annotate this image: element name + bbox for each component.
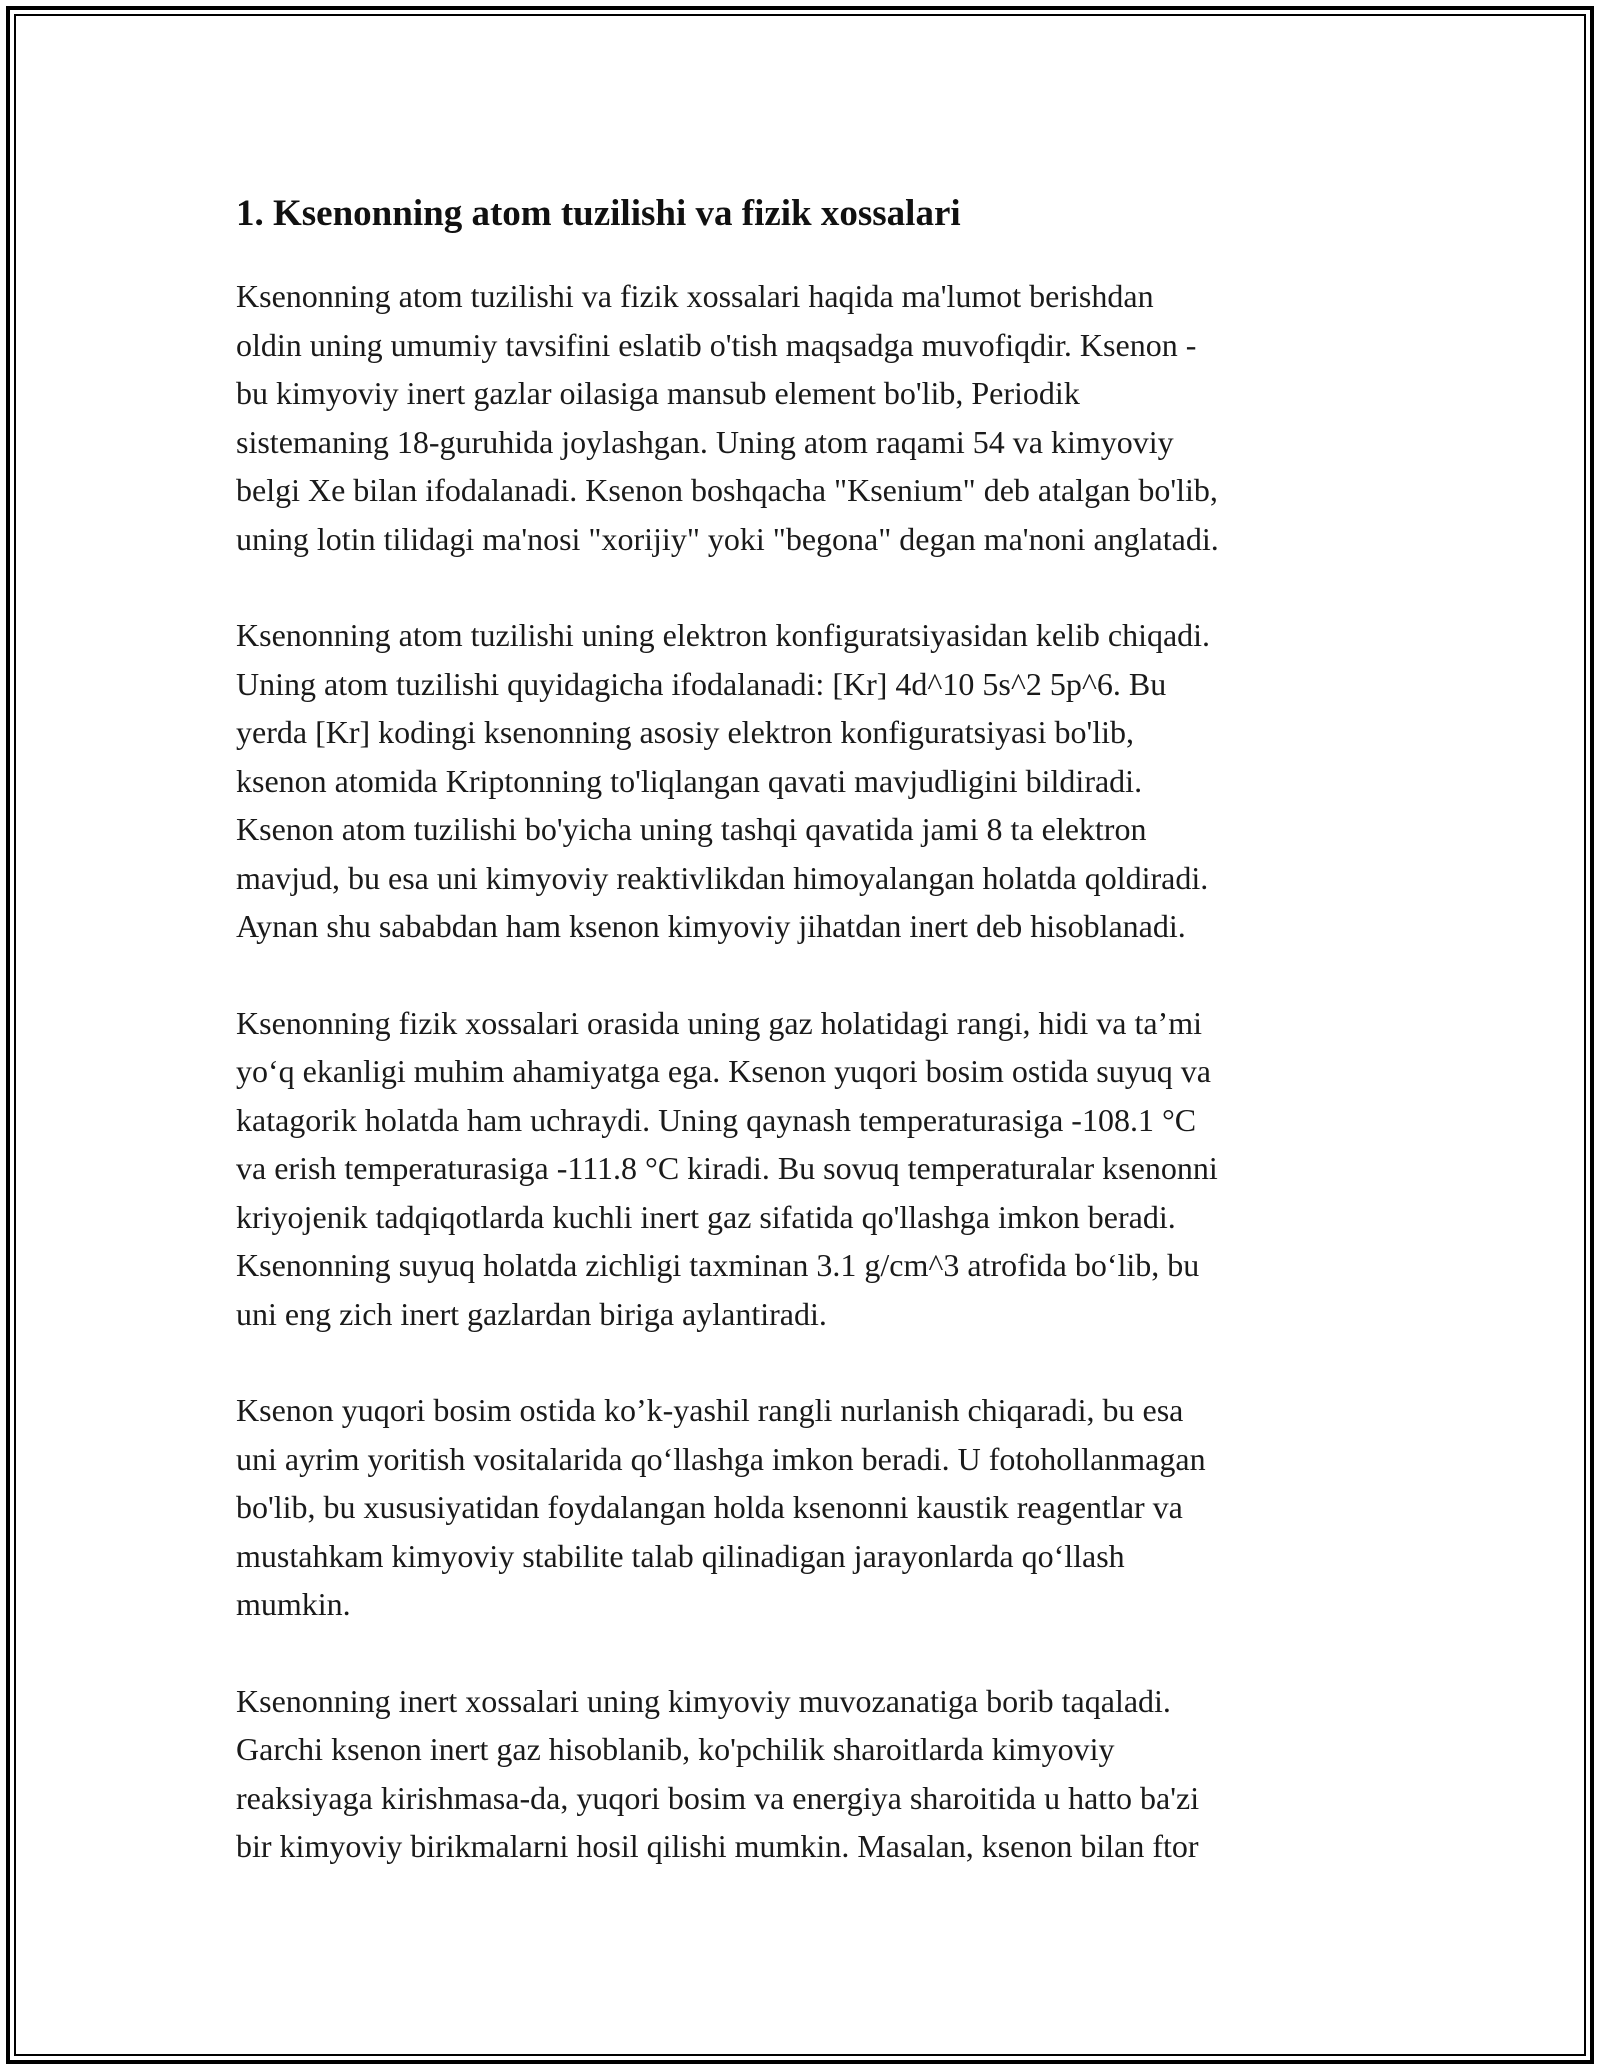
- paragraph-physical-properties: Ksenonning fizik xossalari orasida uning gaz holatidagi rangi, hidi va ta’mi yo‘q ekanligi muhim ahamiyatga ega. Ksenon yuqori bosim ostida suyuq va katagorik holatda ham uchraydi. Uning qaynash temperaturasiga -108.1 °C va erish temperaturasiga -111.8 °C kiradi. Bu sovuq temperaturalar ksenonni kriyojenik tadqiqotlarda kuchli inert gaz sifatida qo'llashga imkon beradi. Ksenonning suyuq holatda zichligi taxminan 3.1 g/cm^3 atrofida bo‘lib, bu uni eng zich inert gazlardan biriga aylantiradi.: [236, 1004, 1218, 1332]
- paragraph-intro: Ksenonning atom tuzilishi va fizik xossalari haqida ma'lumot berishdan oldin uning umumiy tavsifini eslatib o'tish maqsadga muvofiqdir. Ksenon - bu kimyoviy inert gazlar oilasiga mansub element bo'lib, Periodik sistemaning 18-guruhida joylashgan. Uning atom raqami 54 va kimyoviy belgi Xe bilan ifodalanadi. Ksenon boshqacha "Ksenium" deb atalgan bo'lib, uning lotin tilidagi ma'nosi "xorijiy" yoki "begona" degan ma'noni anglatadi.: [236, 278, 1219, 557]
- paragraph-inert-properties: Ksenonning inert xossalari uning kimyoviy muvozanatiga borib taqaladi. Garchi ksenon inert gaz hisoblanib, ko'pchilik sharoitlarda kimyoviy reaksiyaga kirishmasa-da, yuqori bosim va energiya sharoitida u hatto ba'zi bir kimyoviy birikmalarni hosil qilishi mumkin. Masalan, ksenon bilan ftor: [236, 1682, 1200, 1864]
- document-body: [236, 182, 1382, 1919]
- paragraph-atomic-structure: Ksenonning atom tuzilishi uning elektron konfiguratsiyasidan kelib chiqadi. Uning atom tuzilishi quyidagicha ifodalanadi: [Kr] 4d^10 5s^2 5p^6. Bu yerda [Kr] kodingi ksenonning asosiy elektron konfiguratsiyasi bo'lib, ksenon atomida Kriptonning to'liqlangan qavati mavjudligini bildiradi. Ksenon atom tuzilishi bo'yicha uning tashqi qavatida jami 8 ta elektron mavjud, bu esa uni kimyoviy reaktivlikdan himoyalangan holatda qoldiradi. Aynan shu sababdan ham ksenon kimyoviy jihatdan inert deb hisoblanadi.: [236, 617, 1211, 944]
- section-heading: 1. Ksenonning atom tuzilishi va fizik xossalari: [236, 193, 961, 234]
- paragraph-radiation: Ksenon yuqori bosim ostida ko’k-yashil rangli nurlanish chiqaradi, bu esa uni ayrim yoritish vositalarida qo‘llashga imkon beradi. U fotohollanmagan bo'lib, bu xususiyatidan foydalangan holda ksenonni kaustik reagentlar va mustahkam kimyoviy stabilite talab qilinadigan jarayonlarda qo‘llash mumkin.: [236, 1392, 1206, 1622]
